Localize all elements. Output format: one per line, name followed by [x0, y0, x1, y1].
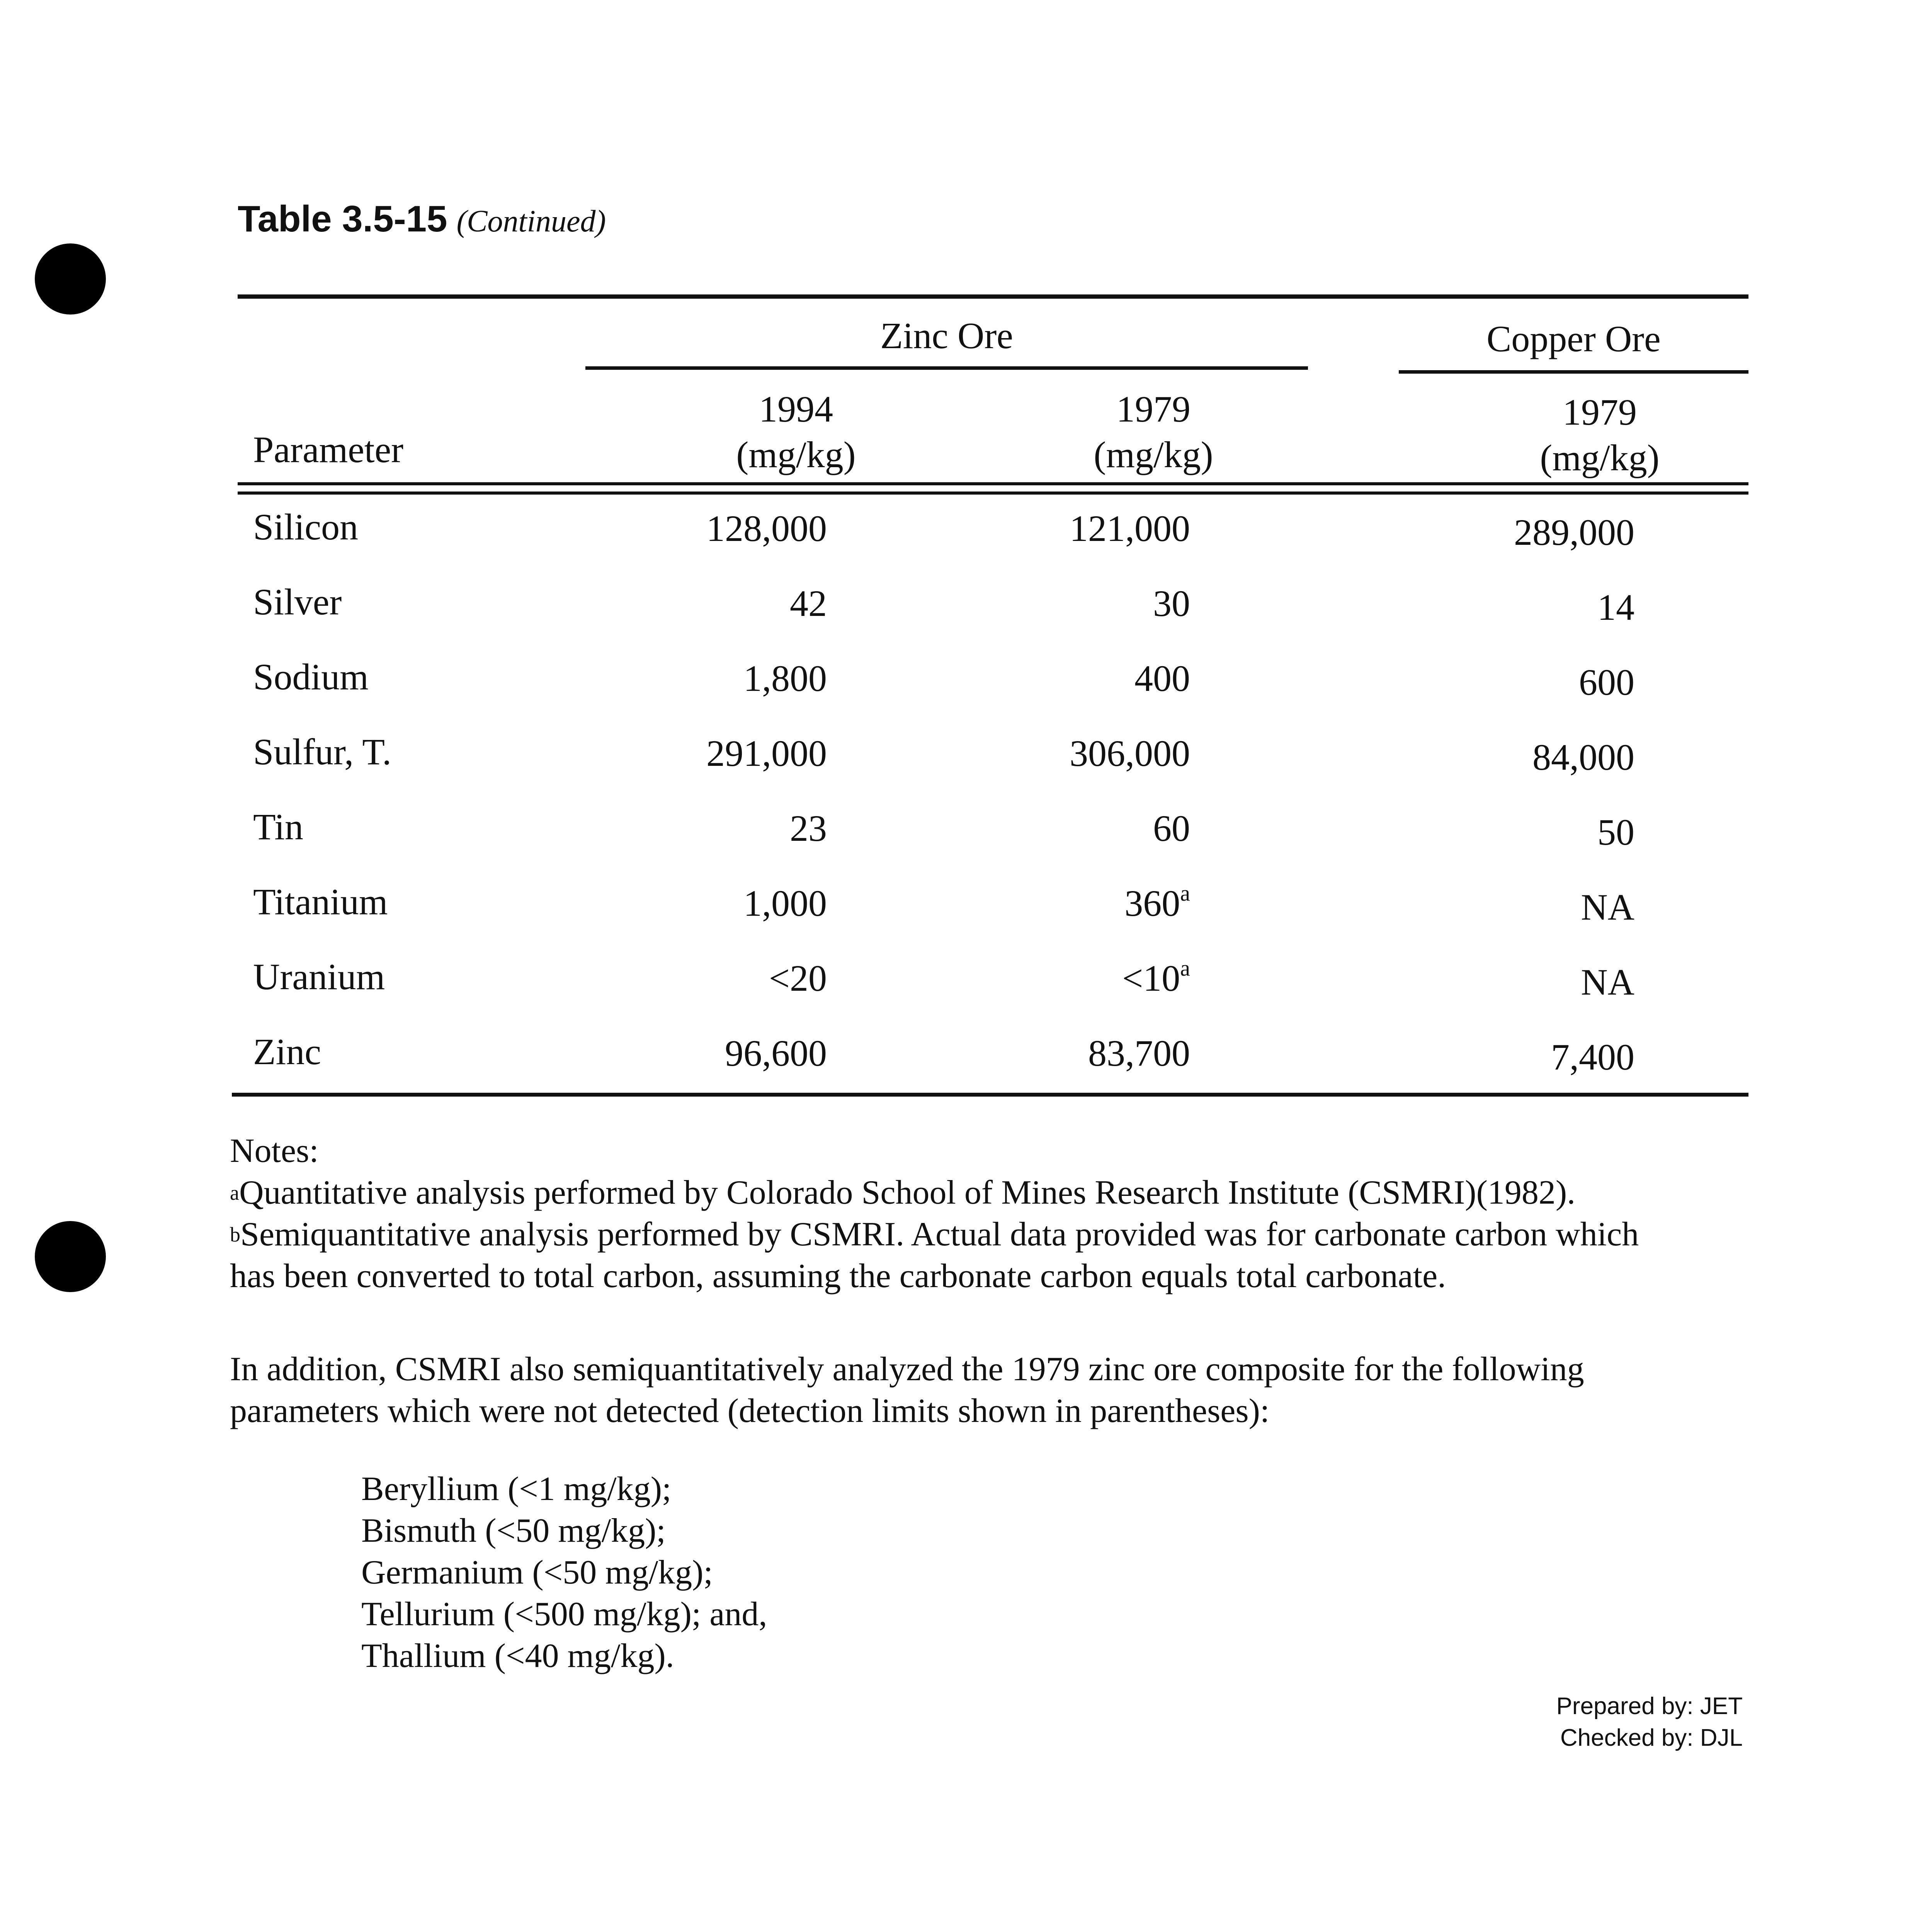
- column-year: 1979: [1116, 388, 1190, 430]
- table-number: Table 3.5-15: [238, 198, 447, 240]
- table-title: [238, 198, 606, 240]
- column-unit: (mg/kg): [1094, 434, 1213, 475]
- row-parameter: Silver: [253, 581, 342, 622]
- row-value-1979-copper: 14: [1597, 587, 1634, 628]
- row-value-1979-copper: 50: [1597, 811, 1634, 853]
- notes-block: [230, 1130, 1639, 1297]
- row-value-1979-copper: NA: [1581, 886, 1634, 928]
- table-top-rule: [238, 294, 1748, 299]
- column-unit: (mg/kg): [1540, 437, 1660, 478]
- row-value-1979-zinc: 60: [1153, 808, 1190, 849]
- copper-ore-rule: [1399, 370, 1748, 374]
- row-value-1979-zinc: 83,700: [1088, 1032, 1190, 1074]
- zinc-ore-rule: [585, 366, 1308, 370]
- row-parameter: Sodium: [253, 656, 369, 697]
- row-value-1994: <20: [769, 957, 827, 999]
- row-value-1979-copper: 7,400: [1551, 1036, 1634, 1078]
- row-value-1979-copper: 84,000: [1532, 736, 1634, 778]
- addition-line-1: In addition, CSMRI also semiquantitatively analyzed the 1979 zinc ore composite for the following: [230, 1350, 1584, 1388]
- note-a: $^a$Quantitative analysis performed by Colorado School of Mines Research Institute (CSMRI)(1982).: [230, 1174, 1576, 1211]
- row-value-1979-zinc: $<10^a$: [1122, 956, 1190, 999]
- column-year: 1994: [759, 388, 833, 430]
- table-bottom-rule: [232, 1093, 1748, 1097]
- row-parameter: Uranium: [253, 956, 385, 997]
- signoff-block: [1391, 1690, 1743, 1754]
- row-value-1994: 291,000: [706, 733, 827, 774]
- row-parameter: Sulfur, T.: [253, 731, 391, 772]
- addition-paragraph: [230, 1349, 1584, 1432]
- row-value-1979-copper: NA: [1581, 961, 1634, 1003]
- copper-ore-header: Copper Ore: [1486, 318, 1661, 359]
- row-value-1994: 96,600: [725, 1032, 827, 1074]
- list-item: Beryllium (<1 mg/kg);: [361, 1470, 672, 1508]
- row-parameter: Zinc: [253, 1031, 321, 1072]
- list-item: Bismuth (<50 mg/kg);: [361, 1512, 666, 1549]
- list-item: Tellurium (<500 mg/kg); and,: [361, 1595, 767, 1633]
- prepared-by: Prepared by: JET: [1556, 1693, 1743, 1719]
- row-value-1994: 42: [790, 583, 827, 624]
- row-value-1994: 23: [790, 808, 827, 849]
- list-item: Germanium (<50 mg/kg);: [361, 1554, 713, 1591]
- row-value-1979-zinc: 121,000: [1070, 508, 1190, 549]
- row-value-1994: 1,000: [743, 883, 827, 924]
- header-double-rule-1: [238, 482, 1748, 485]
- column-header-1: [680, 386, 912, 478]
- row-value-1979-copper: 289,000: [1514, 512, 1634, 553]
- notes-heading: Notes:: [230, 1132, 319, 1170]
- header-double-rule-2: [238, 492, 1748, 495]
- zinc-ore-header: Zinc Ore: [880, 315, 1013, 356]
- row-value-1979-zinc: 400: [1134, 658, 1190, 699]
- binder-hole-middle: [35, 1221, 106, 1292]
- parameter-header: Parameter: [253, 429, 404, 470]
- column-header-2: [1037, 386, 1269, 478]
- note-b-continued: has been converted to total carbon, assuming the carbonate carbon equals total carbonate.: [230, 1257, 1446, 1295]
- checked-by: Checked by: DJL: [1560, 1725, 1743, 1751]
- row-parameter: Tin: [253, 806, 303, 847]
- list-item: Thallium (<40 mg/kg).: [361, 1637, 674, 1675]
- column-unit: (mg/kg): [736, 434, 856, 475]
- row-value-1994: 128,000: [706, 508, 827, 549]
- binder-hole-top: [35, 243, 106, 315]
- column-header-3: [1484, 389, 1716, 481]
- column-year: 1979: [1563, 391, 1637, 433]
- row-value-1979-zinc: 30: [1153, 583, 1190, 624]
- not-detected-list: [361, 1468, 767, 1677]
- note-b: $^b$Semiquantitative analysis performed by CSMRI. Actual data provided was for carbonate carbon which: [230, 1216, 1639, 1253]
- row-value-1979-zinc: 360$^a$: [1124, 881, 1190, 924]
- row-value-1979-copper: 600: [1579, 662, 1634, 703]
- row-value-1979-zinc: 306,000: [1070, 733, 1190, 774]
- row-parameter: Silicon: [253, 506, 359, 548]
- row-parameter: Titanium: [253, 881, 388, 922]
- row-value-1994: 1,800: [743, 658, 827, 699]
- table-continued: (Continued): [456, 204, 606, 238]
- addition-line-2: parameters which were not detected (detection limits shown in parentheses):: [230, 1392, 1270, 1430]
